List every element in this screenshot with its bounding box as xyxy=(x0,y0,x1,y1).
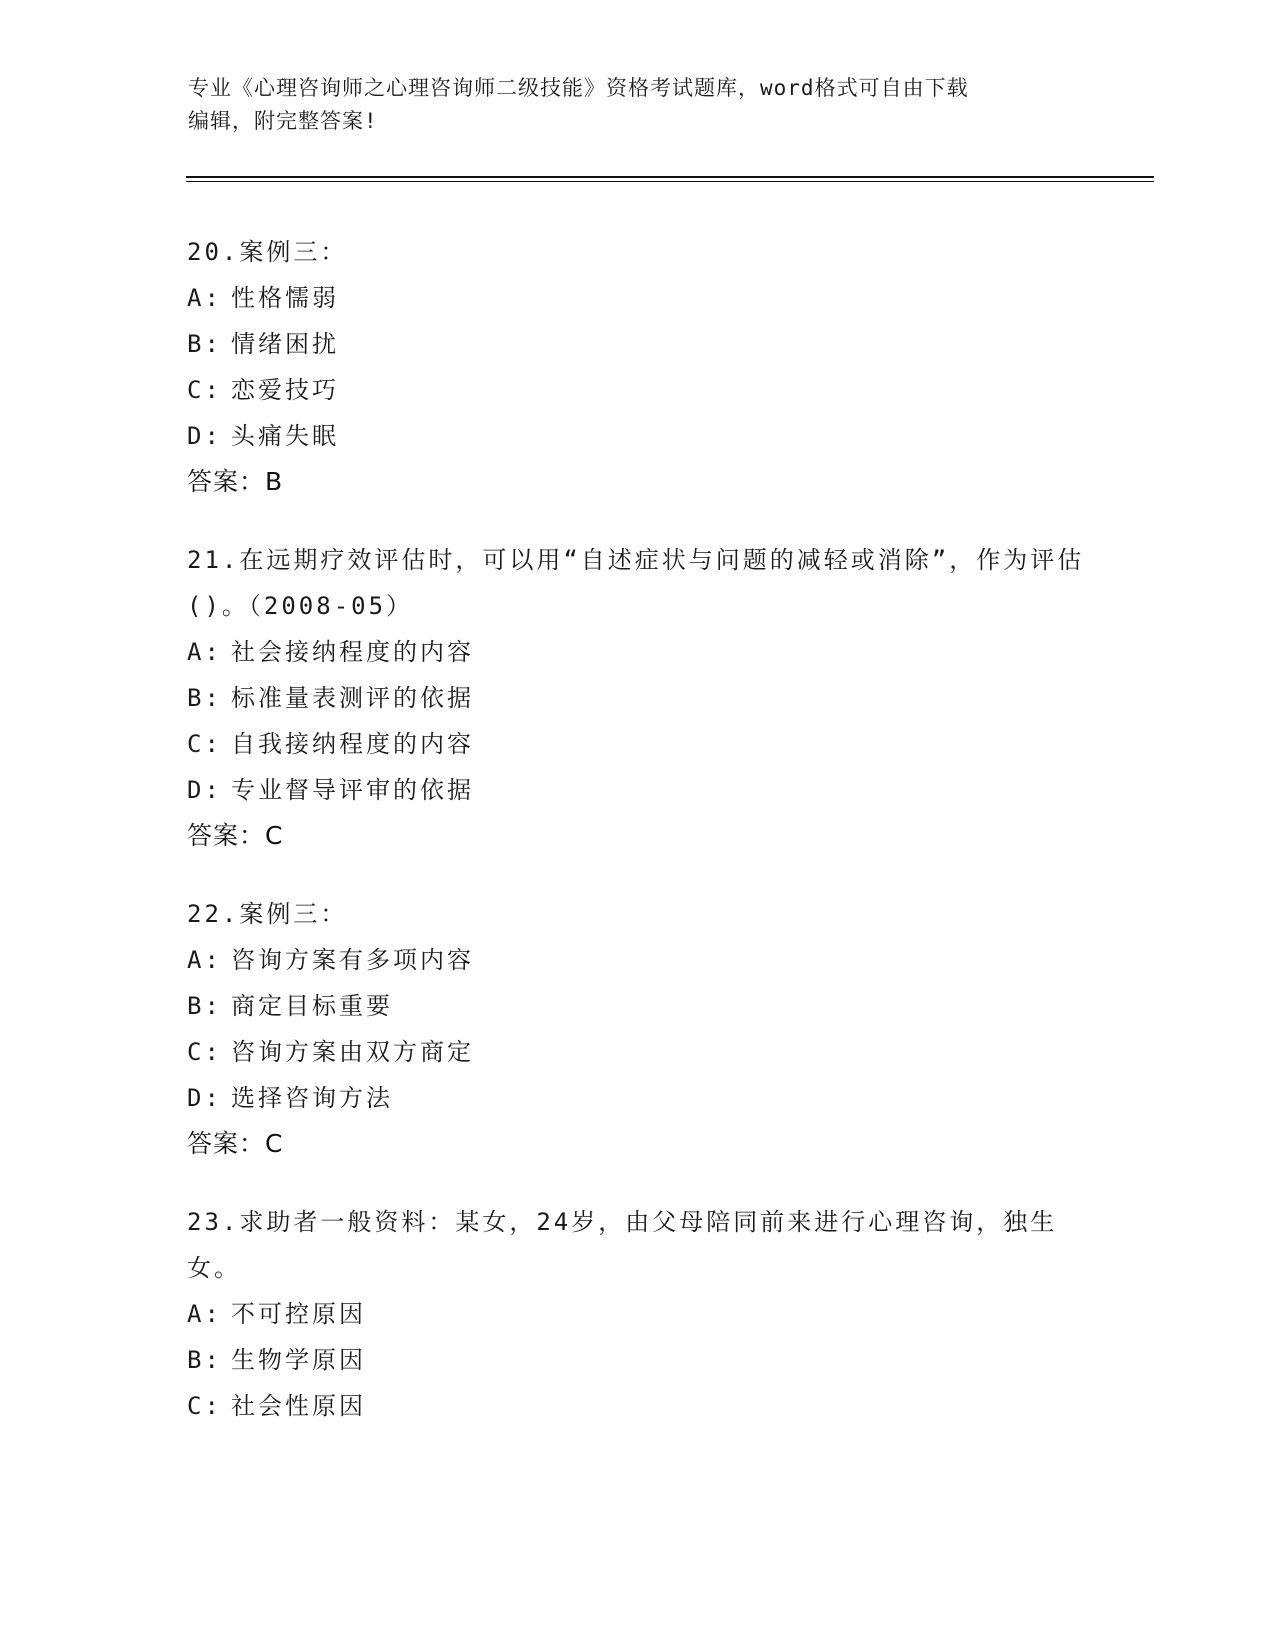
option-text: 商定目标重要 xyxy=(231,992,393,1020)
answer-line: 答案：C xyxy=(187,1129,284,1158)
option-key: C: xyxy=(187,376,222,404)
option-a xyxy=(187,1291,1087,1337)
question-stem xyxy=(187,229,1087,275)
question-number: 22. xyxy=(187,900,240,928)
option-text: 情绪困扰 xyxy=(231,330,339,358)
option-text: 自我接纳程度的内容 xyxy=(231,730,474,758)
option-text: 不可控原因 xyxy=(231,1300,366,1328)
option-text: 选择咨询方法 xyxy=(231,1084,393,1112)
question-text: 在远期疗效评估时，可以用“自述症状与问题的减轻或消除”，作为评估()。（2008-05） xyxy=(187,546,1085,620)
question-stem xyxy=(187,537,1087,629)
option-text: 头痛失眠 xyxy=(231,422,339,450)
header-divider xyxy=(186,176,1154,182)
option-d xyxy=(187,1075,1087,1121)
question-list xyxy=(187,229,1087,1461)
option-key: C: xyxy=(187,1038,222,1066)
option-key: C: xyxy=(187,1392,222,1420)
option-c xyxy=(187,367,1087,413)
option-b xyxy=(187,983,1087,1029)
option-key: A: xyxy=(187,946,222,974)
question-stem xyxy=(187,891,1087,937)
option-key: D: xyxy=(187,422,222,450)
question-21 xyxy=(187,537,1087,859)
option-key: A: xyxy=(187,638,222,666)
option-text: 生物学原因 xyxy=(231,1346,366,1374)
option-text: 性格懦弱 xyxy=(231,284,339,312)
question-22 xyxy=(187,891,1087,1167)
option-text: 恋爱技巧 xyxy=(231,376,339,404)
option-key: B: xyxy=(187,684,222,712)
question-23 xyxy=(187,1199,1087,1429)
option-a xyxy=(187,275,1087,321)
option-key: B: xyxy=(187,330,222,358)
option-text: 社会接纳程度的内容 xyxy=(231,638,474,666)
option-key: A: xyxy=(187,284,222,312)
option-text: 社会性原因 xyxy=(231,1392,366,1420)
option-c xyxy=(187,1029,1087,1075)
answer-line: 答案：B xyxy=(187,467,284,496)
option-key: A: xyxy=(187,1300,222,1328)
question-text: 案例三： xyxy=(239,238,348,266)
option-text: 标准量表测评的依据 xyxy=(231,684,474,712)
question-20 xyxy=(187,229,1087,505)
header-line-2: 编辑，附完整答案! xyxy=(188,109,378,133)
option-b xyxy=(187,1337,1087,1383)
option-text: 咨询方案有多项内容 xyxy=(231,946,474,974)
option-key: D: xyxy=(187,776,222,804)
option-key: D: xyxy=(187,1084,222,1112)
question-stem xyxy=(187,1199,1087,1291)
option-b xyxy=(187,321,1087,367)
option-text: 咨询方案由双方商定 xyxy=(231,1038,474,1066)
question-text: 求助者一般资料：某女，24岁，由父母陪同前来进行心理咨询，独生女。 xyxy=(187,1208,1058,1282)
document-header xyxy=(188,72,1088,138)
question-number: 21. xyxy=(187,546,240,574)
question-number: 20. xyxy=(187,238,240,266)
option-c xyxy=(187,1383,1087,1429)
option-b xyxy=(187,675,1087,721)
answer-line: 答案：C xyxy=(187,821,284,850)
option-a xyxy=(187,629,1087,675)
option-a xyxy=(187,937,1087,983)
option-key: B: xyxy=(187,992,222,1020)
option-key: B: xyxy=(187,1346,222,1374)
option-d xyxy=(187,413,1087,459)
header-line-1: 专业《心理咨询师之心理咨询师二级技能》资格考试题库，word格式可自由下载 xyxy=(188,76,969,100)
question-number: 23. xyxy=(187,1208,240,1236)
option-d xyxy=(187,767,1087,813)
option-key: C: xyxy=(187,730,222,758)
question-text: 案例三： xyxy=(239,900,348,928)
option-text: 专业督导评审的依据 xyxy=(231,776,474,804)
option-c xyxy=(187,721,1087,767)
